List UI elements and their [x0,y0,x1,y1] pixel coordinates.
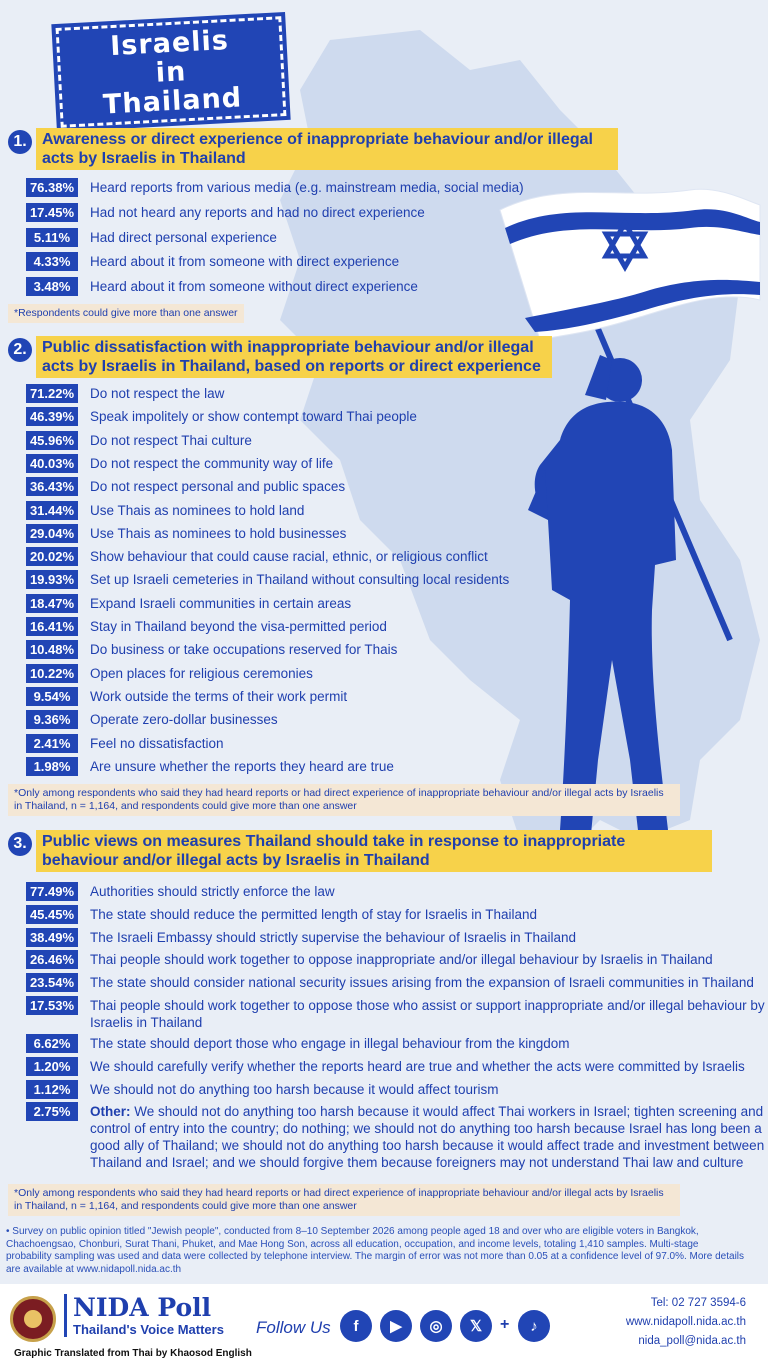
percentage-bar: 6.62% [26,1034,78,1053]
section-title: Awareness or direct experience of inappropriate behaviour and/or illegal acts by Israelis in Thailand [36,128,618,170]
follow-us-label: Follow Us [256,1318,331,1337]
row-label: Work outside the terms of their work permit [90,688,348,704]
title-stamp [56,16,287,128]
chart-row [26,252,550,271]
translation-credit: Graphic Translated from Thai by Khaosod English [14,1348,252,1359]
row-label: Open places for religious ceremonies [90,665,313,681]
instagram-icon[interactable]: ◎ [420,1310,452,1342]
percentage-bar: 26.46% [26,950,78,969]
row-label [90,1102,768,1171]
row-label: Thai people should work together to oppose those who assist or support inappropriate and/or illegal behaviour by Israelis in Thailand [90,998,765,1030]
chart-row [26,757,650,776]
percentage-bar: 46.39% [26,407,78,426]
chart-row [26,640,650,659]
percentage-bar: 29.04% [26,524,78,543]
row-label: Set up Israeli cemeteries in Thailand without consulting local residents [90,572,510,588]
chart-row [26,203,550,222]
chart-row [26,996,768,1031]
percentage-bar: 23.54% [26,973,78,992]
row-label: Heard about it from someone with direct experience [90,254,400,270]
survey-methodology: • Survey on public opinion titled "Jewish people", conducted from 8–10 September 2026 among people aged 18 and over who are eligible voters in Bangkok, Chachoengsao, Chonburi, Surat Thani, Phuket, and Mae Hong Son, across all education, occupation, and income levels, totaling 1,410 samples. Multi-stage probability sampling was used and data were collected by telephone interview. The margin of error was not more than 0.05 at a confidence level of 97.0%. More details are available at www.nidapoll.nida.ac.th [6,1226,745,1275]
section-number: 2. [8,338,32,362]
chart-row [26,431,650,450]
chart-row [26,905,768,924]
chart-row [26,384,650,403]
chart-row [26,454,650,473]
row-label: Do not respect the community way of life [90,455,334,471]
row-label: We should not do anything too harsh because it would affect tourism [90,1081,499,1097]
percentage-bar: 45.96% [26,431,78,450]
row-label: Had not heard any reports and had no direct experience [90,204,425,220]
row-label: We should carefully verify whether the reports heard are true and whether the acts were committed by Israelis [90,1058,745,1074]
percentage-bar: 4.33% [26,252,78,271]
percentage-bar: 2.75% [26,1102,78,1121]
chart-row [26,501,650,520]
row-label: Operate zero-dollar businesses [90,712,278,728]
chart-row [26,687,650,706]
row-label: Heard reports from various media (e.g. mainstream media, social media) [90,180,524,195]
chart-row [26,928,768,947]
section-2-heading [8,336,552,378]
brand-tagline: Thailand's Voice Matters [73,1322,224,1337]
row-label: Had direct personal experience [90,229,277,245]
section-number: 1. [8,130,32,154]
percentage-bar: 36.43% [26,477,78,496]
row-label: Thai people should work together to oppose inappropriate and/or illegal behaviour by Israelis in Thailand [90,952,713,968]
chart-row [26,617,650,636]
chart-row [26,228,550,247]
percentage-bar: 18.47% [26,594,78,613]
chart-row [26,950,768,969]
section-1-heading [8,128,618,170]
section-3-heading [8,830,712,872]
chart-row [26,973,768,992]
percentage-bar: 10.22% [26,664,78,683]
percentage-bar: 1.98% [26,757,78,776]
contact-block [626,1294,746,1351]
percentage-bar: 5.11% [26,228,78,247]
row-label-text: We should not do anything too harsh because it would affect Thai workers in Israel; tighten screening and control of entry into the country; do nothing; we should not do anything too harsh because Israel has long been a good ally of Thailand; we should not do anything too harsh because it would affect trade and investment between Thailand and Israel; and we should forgive them because foreigners may not understand Thai law and culture [90,1104,765,1171]
chart-row [26,407,650,426]
row-label: Show behaviour that could cause racial, ethnic, or religious conflict [90,549,488,565]
chart-row [26,1034,768,1053]
percentage-bar: 45.45% [26,905,78,924]
row-label: The state should deport those who engage in illegal behaviour from the kingdom [90,1036,570,1051]
percentage-bar: 3.48% [26,277,78,296]
title-line-1: Israelis [109,24,230,62]
percentage-bar: 76.38% [26,178,78,197]
row-label: Expand Israeli communities in certain areas [90,595,352,611]
chart-row [26,277,550,296]
section-title: Public dissatisfaction with inappropriate behaviour and/or illegal acts by Israelis in Thailand, based on reports or direct experience [36,336,552,378]
row-label: Do not respect the law [90,386,225,401]
percentage-bar: 40.03% [26,454,78,473]
percentage-bar: 9.54% [26,687,78,706]
facebook-icon[interactable]: f [340,1310,372,1342]
row-label: The state should reduce the permitted length of stay for Israelis in Thailand [90,906,538,922]
contact-tel: Tel: 02 727 3594-6 [650,1297,746,1309]
percentage-bar: 1.20% [26,1057,78,1076]
percentage-bar: 77.49% [26,882,78,901]
chart-row [26,710,650,729]
chart-row [26,547,650,566]
percentage-bar: 17.53% [26,996,78,1015]
row-label: Feel no dissatisfaction [90,735,224,751]
percentage-bar: 31.44% [26,501,78,520]
chart-row [26,477,650,496]
x-icon[interactable]: 𝕏 [460,1310,492,1342]
row-label: The Israeli Embassy should strictly supervise the behaviour of Israelis in Thailand [90,929,576,945]
chart-row [26,1057,768,1076]
row-label: Are unsure whether the reports they heard are true [90,758,394,774]
nida-seal-logo [10,1296,56,1342]
chart-row [26,570,650,589]
row-label: Use Thais as nominees to hold land [90,502,305,518]
section-3-note: *Only among respondents who said they had heard reports or had direct experience of inappropriate behaviour and/or illegal acts by Israelis in Thailand, n = 1,164, and respondents could give more than one answer [8,1184,680,1216]
plus-sign: + [500,1316,510,1333]
chart-row [26,1102,768,1171]
contact-web[interactable]: www.nidapoll.nida.ac.th [625,1316,746,1328]
row-label: Do business or take occupations reserved for Thais [90,642,398,658]
row-label: Use Thais as nominees to hold businesses [90,525,347,541]
percentage-bar: 10.48% [26,640,78,659]
percentage-bar: 1.12% [26,1080,78,1099]
title-line-2: in [154,55,188,89]
chart-row [26,594,650,613]
percentage-bar: 20.02% [26,547,78,566]
chart-row [26,524,650,543]
section-1-note: *Respondents could give more than one answer [8,304,244,323]
brand-block [64,1294,224,1337]
title-line-3: Thailand [102,81,243,121]
youtube-icon[interactable]: ▶ [380,1310,412,1342]
percentage-bar: 71.22% [26,384,78,403]
percentage-bar: 19.93% [26,570,78,589]
percentage-bar: 17.45% [26,203,78,222]
chart-row [26,734,650,753]
section-number: 3. [8,832,32,856]
section-2-note: *Only among respondents who said they had heard reports or had direct experience of inappropriate behaviour and/or illegal acts by Israelis in Thailand, n = 1,164, and respondents could give more than one answer [8,784,680,816]
row-label: Stay in Thailand beyond the visa-permitted period [90,619,387,634]
section-title: Public views on measures Thailand should take in response to inappropriate behaviour and/or illegal acts by Israelis in Thailand [36,830,712,872]
chart-row [26,1080,768,1099]
percentage-bar: 9.36% [26,710,78,729]
percentage-bar: 16.41% [26,617,78,636]
chart-row [26,664,650,683]
percentage-bar: 2.41% [26,734,78,753]
row-label: Authorities should strictly enforce the law [90,884,335,899]
tiktok-icon[interactable]: ♪ [518,1310,550,1342]
percentage-bar: 38.49% [26,928,78,947]
chart-row [26,882,768,901]
brand-name: NIDA Poll [73,1293,212,1322]
row-label: Speak impolitely or show contempt toward Thai people [90,409,417,425]
row-label: Do not respect Thai culture [90,432,252,448]
row-label-bold: Other: [90,1104,131,1120]
row-label: The state should consider national security issues arising from the expansion of Israeli communities in Thailand [90,975,754,991]
footer [0,1284,768,1365]
contact-email[interactable]: nida_poll@nida.ac.th [638,1335,746,1347]
row-label: Do not respect personal and public spaces [90,479,346,495]
chart-row [26,178,550,197]
row-label: Heard about it from someone without direct experience [90,279,418,295]
